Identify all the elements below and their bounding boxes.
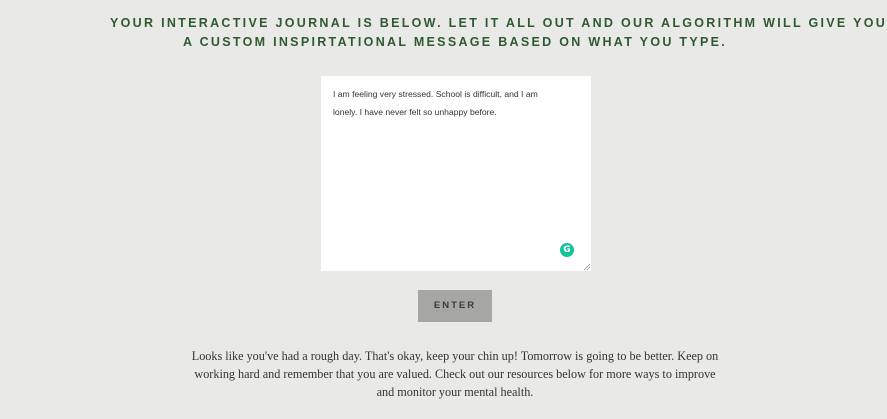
message-line-1: Looks like you've had a rough day. That's okay, keep your chin up! Tomorrow is going to be better. Keep on [191,349,719,363]
journal-instructions-heading [110,14,887,52]
grammarly-icon[interactable]: G [560,243,574,257]
resize-handle-icon[interactable] [584,264,590,270]
journal-entry-line-2: lonely. I have never felt so unhappy before. [333,106,497,117]
journal-textarea[interactable] [321,76,591,271]
heading-line-2: A CUSTOM INSPIRTATIONAL MESSAGE BASED ON WHAT YOU TYPE. [182,35,728,49]
heading-line-1: YOUR INTERACTIVE JOURNAL IS BELOW. LET IT ALL OUT AND OUR ALGORITHM WILL GIVE YOU [110,16,887,30]
message-line-2: working hard and remember that you are valued. Check out our resources below for more ways to improve [194,367,716,381]
journal-entry-text[interactable] [333,86,581,121]
inspirational-message [180,347,730,401]
message-line-3: and monitor your mental health. [376,385,534,399]
journal-entry-line-1: I am feeling very stressed. School is difficult, and I am [333,89,538,99]
enter-button[interactable]: ENTER [418,290,492,322]
